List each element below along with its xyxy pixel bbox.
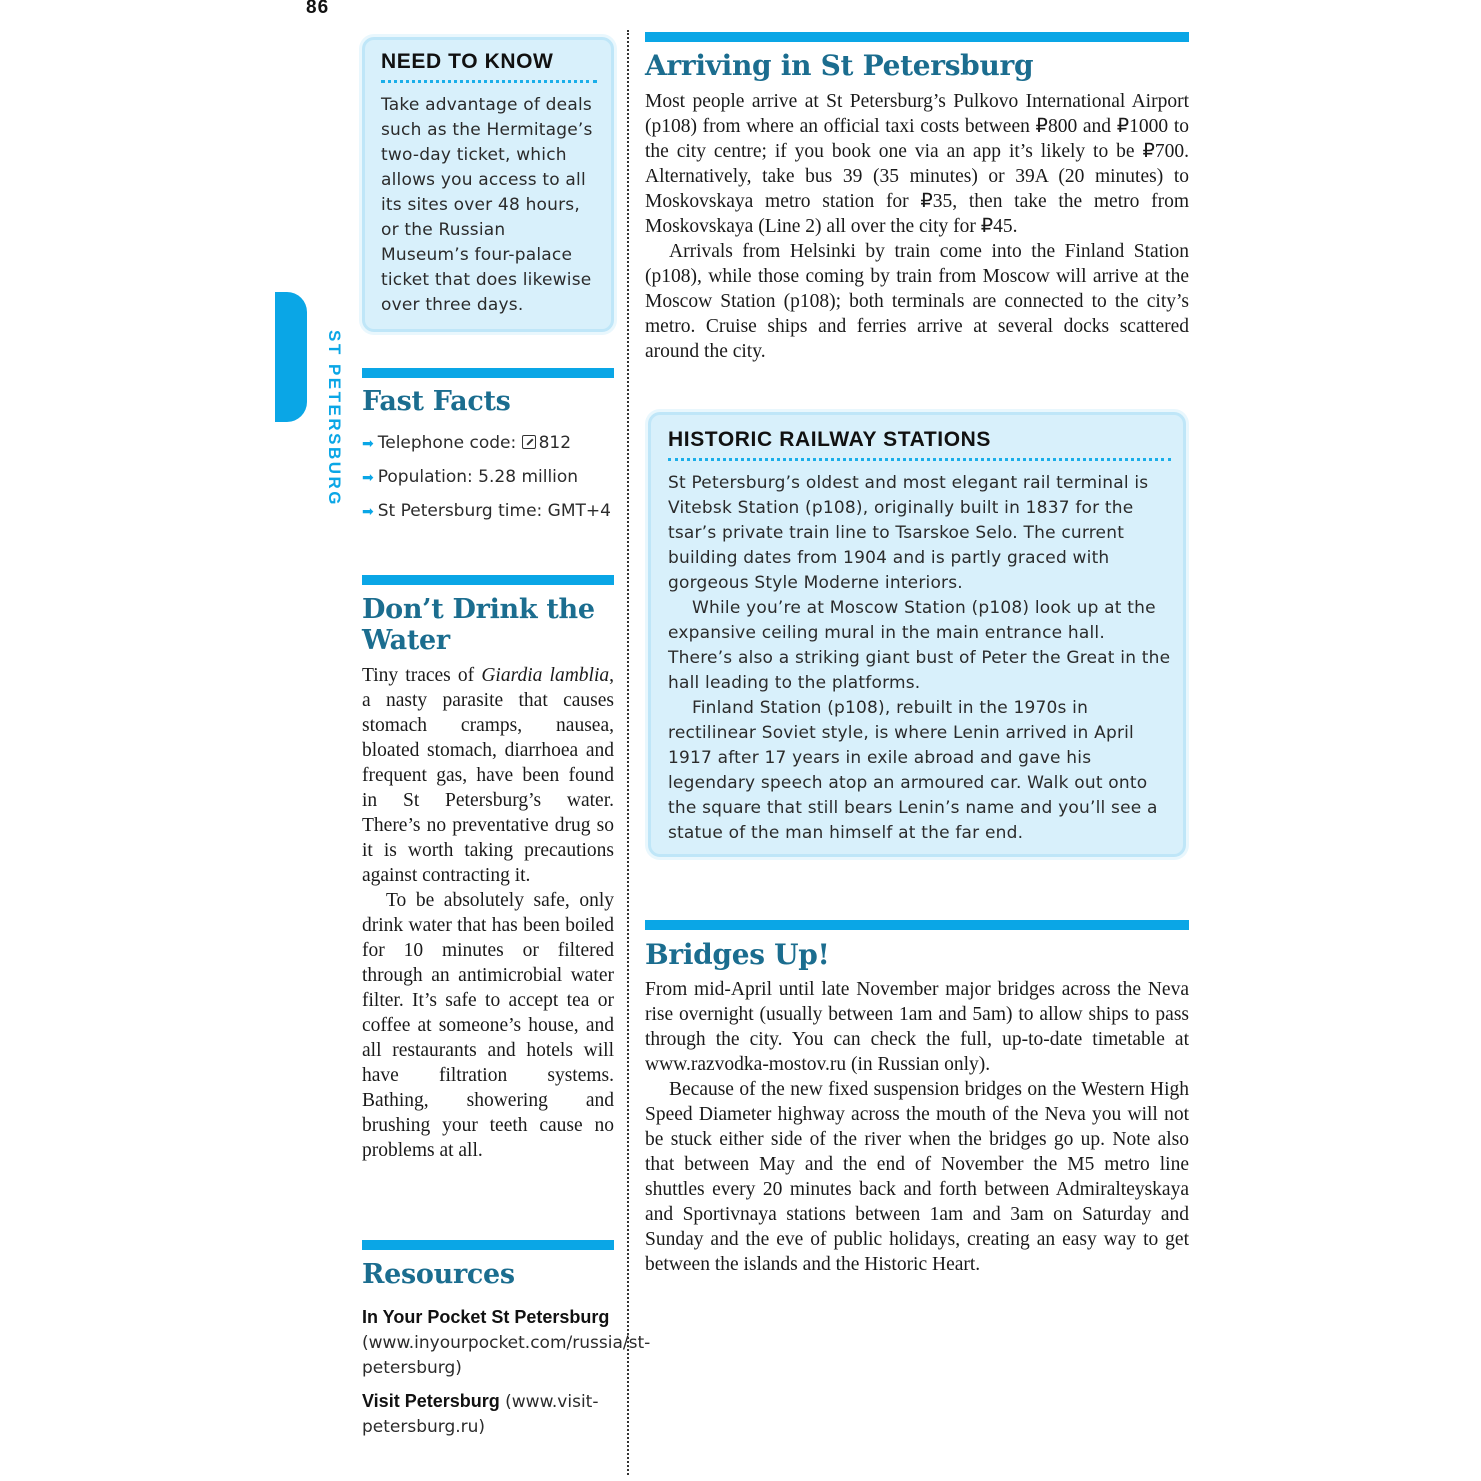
resource-url: (www.visit-petersburg.ru) [362,1392,599,1437]
column-divider [627,30,629,1475]
resource-url: (www.inyourpocket.com/russia/st-petersburg) [362,1333,651,1378]
arrow-right-icon: ➡ [362,436,374,452]
arrow-right-icon: ➡ [362,504,374,520]
railway-stations-box [648,412,1186,857]
fast-facts-list [362,431,614,533]
arriving-title: Arriving in St Petersburg [645,49,1034,82]
railway-stations-title: HISTORIC RAILWAY STATIONS [668,428,1171,461]
fact-time: ➡ St Petersburg time: GMT+4 [362,501,611,521]
fast-facts-title: Fast Facts [362,386,511,417]
arriving-paragraph-2: Arrivals from Helsinki by train come into the Finland Station (p108), while those coming by train from Moscow will arrive at the Moscow Station (p108); both terminals are connected to the city’s metro. Cruise ships and ferries arrive at several docks scattered around the city. [645,241,1189,362]
need-to-know-text: Take advantage of deals such as the Hermitage’s two-day ticket, which allows you access to all its sites over 48 hours, or the Russian Museum’s four-palace ticket that does likewise over three days. [381,95,593,315]
railway-paragraph-1: St Petersburg’s oldest and most elegant rail terminal is Vitebsk Station (p108), originally built in 1837 for the tsar’s private train line to Tsarskoe Selo. The current building dates from 1904 and is partly graced with gorgeous Style Moderne interiors. [668,473,1149,593]
bridges-body [645,977,1189,1277]
parasite-name: Giardia lamblia [481,665,610,686]
phone-icon [522,435,536,449]
railway-paragraph-3: Finland Station (p108), rebuilt in the 1970s in rectilinear Soviet style, is where Lenin arrived in April 1917 after 17 years in exile abroad and gave his legendary speech atop an armoured car. Walk out onto the square that still bears Lenin’s name and you’ll see a statue of the man himself at the far end. [668,698,1158,843]
arriving-body [645,89,1189,364]
resources-list [362,1305,651,1448]
bridges-title: Bridges Up! [645,938,830,971]
resource-name: In Your Pocket St Petersburg [362,1307,610,1327]
page-number: 86 [306,0,330,18]
fact-telephone: ➡ Telephone code: 812 [362,433,572,453]
need-to-know-box [362,37,614,332]
water-paragraph-2: To be absolutely safe, only drink water that has been boiled for 10 minutes or filtered through an antimicrobial water filter. It’s safe to accept tea or coffee at someone’s house, and all restaurants and hotels will have filtration systems. Bathing, showering and brushing your teeth cause no problems at all. [362,890,614,1161]
resources-title: Resources [362,1259,515,1290]
fact-population: ➡ Population: 5.28 million [362,467,579,487]
railway-paragraph-2: While you’re at Moscow Station (p108) look up at the expansive ceiling mural in the main entrance hall. There’s also a striking giant bust of Peter the Great in the hall leading to the platforms. [668,598,1171,693]
fast-facts-bar [362,368,614,378]
arrow-right-icon: ➡ [362,470,374,486]
water-paragraph-1: Tiny traces of Giardia lamblia, a nasty parasite that causes stomach cramps, nausea, bloated stomach, diarrhoea and frequent gas, have been found in St Petersburg’s water. There’s no preventative drug so it is worth taking precautions against contracting it. [362,665,614,886]
water-bar [362,575,614,585]
resources-bar [362,1240,614,1250]
arriving-bar [645,32,1189,42]
bridges-paragraph-2: Because of the new fixed suspension bridges on the Western High Speed Diameter highway across the mouth of the Neva you will not be stuck either side of the river when the bridges go up. Note also that between May and the end of November the M5 metro line shuttles every 20 minutes back and forth between Admiralteyskaya and Sportivnaya stations between 1am and 3am on Saturday and Sunday and the eve of public holidays, creating an easy way to get between the islands and the Historic Heart. [645,1079,1189,1275]
water-title: Don’t Drink the Water [362,594,595,656]
bridges-paragraph-1: From mid-April until late November major bridges across the Neva rise overnight (usually between 1am and 5am) to allow ships to pass through the city. You can check the full, up-to-date timetable at www.razvodka-mostov.ru (in Russian only). [645,979,1189,1075]
section-side-label: ST PETERSBURG [325,330,344,508]
resource-item [362,1305,651,1381]
resource-name: Visit Petersburg [362,1391,500,1411]
need-to-know-title: NEED TO KNOW [381,50,597,83]
water-body [362,663,614,1163]
resource-item [362,1389,614,1440]
arriving-paragraph-1: Most people arrive at St Petersburg’s Pulkovo International Airport (p108) from where an official taxi costs between ₽800 and ₽1000 to the city centre; if you book one via an app it’s likely to be ₽700. Alternatively, take bus 39 (35 minutes) or 39A (20 minutes) to Moskovskaya metro station for ₽35, then take the metro from Moskovskaya (Line 2) all over the city for ₽45. [645,91,1189,237]
bridges-bar [645,920,1189,930]
section-thumb-tab [275,292,307,422]
